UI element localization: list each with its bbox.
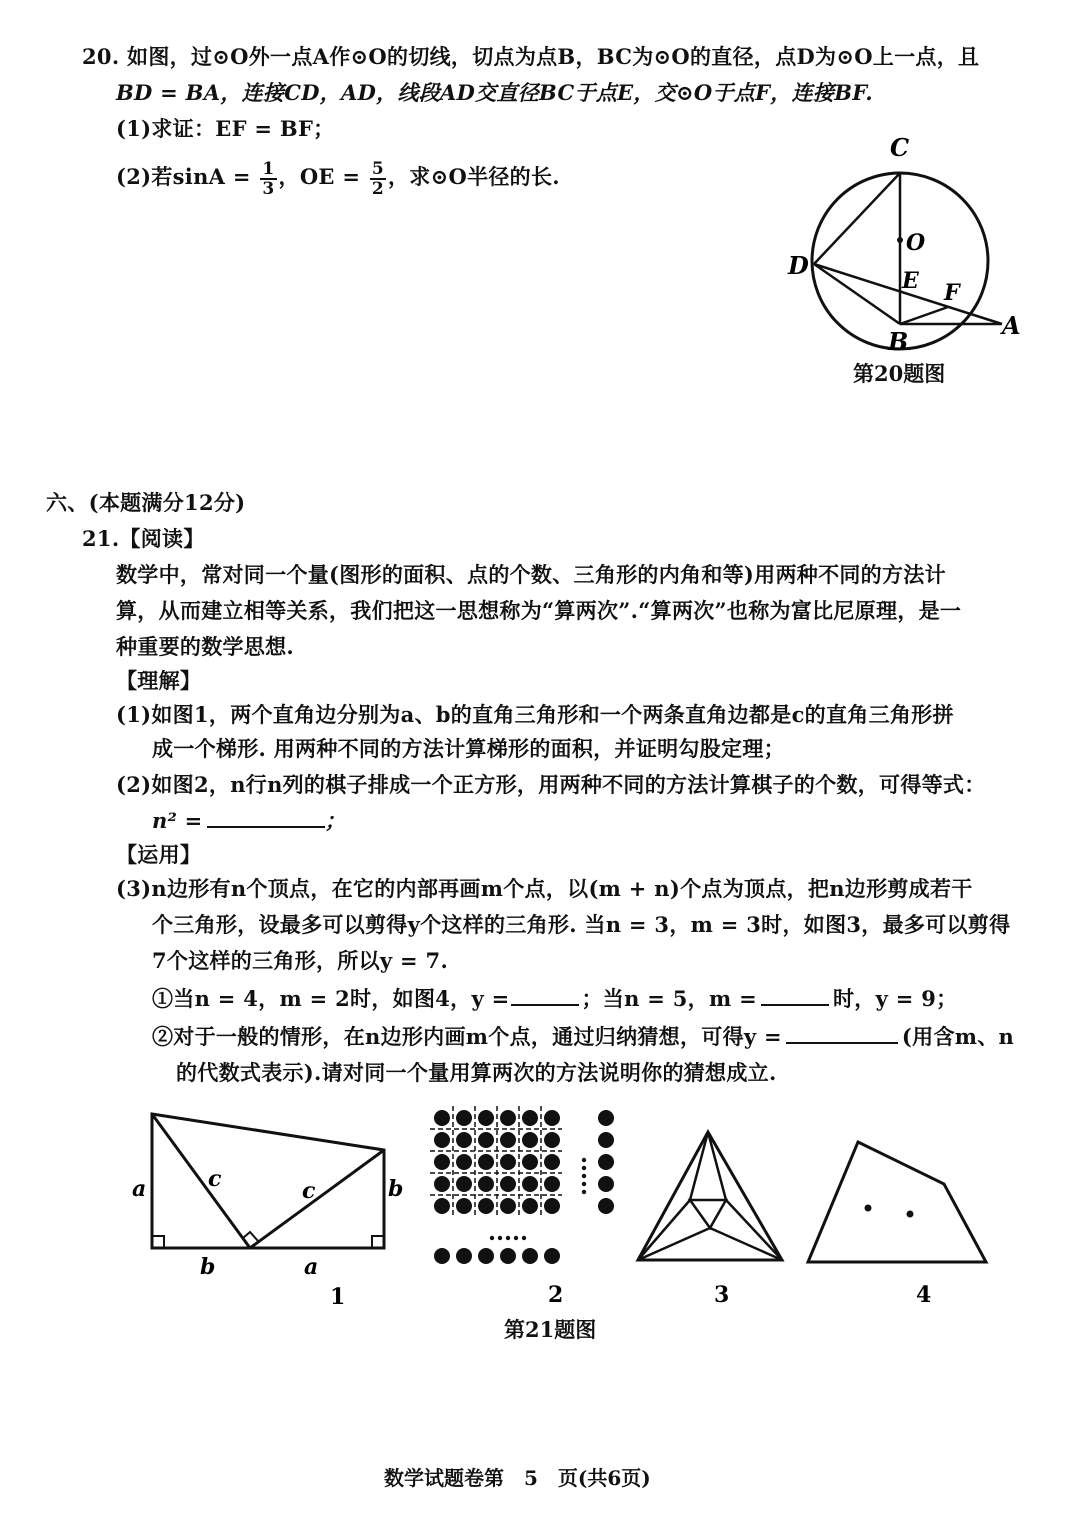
- q21-p2-line2: [152, 806, 346, 836]
- inner-point-2: [907, 1211, 914, 1218]
- q20-line2: BD = BA，连接CD，AD，线段AD交直径BC于点E，交⊙O于点F，连接BF.: [116, 80, 873, 105]
- ellipsis-dot: [582, 1182, 586, 1186]
- q21-p3-line1: (3)n边形有n个顶点，在它的内部再画m个点，以(m + n)个点为顶点，把n边形剪成若干: [116, 876, 973, 901]
- grid-dot: [456, 1176, 472, 1192]
- grid-dot: [544, 1154, 560, 1170]
- label-d: D: [788, 251, 809, 280]
- q21-read3: 种重要的数学思想.: [116, 634, 295, 659]
- fig1-label-c-right: c: [302, 1178, 316, 1204]
- q20-line1: 20. 如图，过⊙O外一点A作⊙O的切线，切点为点B，BC为⊙O的直径，点D为⊙O上一点，且: [82, 44, 980, 69]
- grid-dot: [478, 1198, 494, 1214]
- label-b: B: [888, 327, 909, 356]
- inner-triangle: [690, 1200, 726, 1228]
- blank-y-general[interactable]: [786, 1022, 898, 1044]
- q21-sub1-a: ①当n = 4，m = 2时，如图4，y =: [152, 986, 510, 1011]
- label-e: E: [902, 268, 919, 294]
- q20-part1: (1)求证：EF = BF；: [116, 116, 335, 141]
- grid-dot: [456, 1132, 472, 1148]
- q20-figure-caption: 第20题图: [853, 361, 946, 386]
- hyp-right: [250, 1150, 384, 1248]
- ellipsis-dot: [506, 1236, 510, 1240]
- q21-figure-caption: 第21题图: [504, 1317, 597, 1342]
- ellipsis-dot: [522, 1236, 526, 1240]
- grid-dot: [434, 1132, 450, 1148]
- q20-part2-b: ，OE =: [278, 164, 368, 189]
- trapezoid-outline: [152, 1114, 384, 1248]
- grid-dot: [478, 1248, 494, 1264]
- fig1-label-b-bottom: b: [200, 1254, 216, 1280]
- q21-p1-line1: (1)如图1，两个直角边分别为a、b的直角三角形和一个两条直角边都是c的直角三角形拼: [116, 702, 954, 727]
- q21-understand: 【理解】: [116, 668, 202, 693]
- right-angle-right: [372, 1236, 384, 1248]
- q21-read2: 算，从而建立相等关系，我们把这一思想称为“算两次”.“算两次”也称为富比尼原理，是一: [116, 598, 962, 623]
- grid-dot: [456, 1110, 472, 1126]
- grid-dot: [544, 1132, 560, 1148]
- grid-dot: [522, 1176, 538, 1192]
- grid-dot: [598, 1198, 614, 1214]
- grid-dot: [522, 1154, 538, 1170]
- label-o: O: [906, 230, 926, 256]
- fig2-number: 2: [548, 1282, 564, 1308]
- blank-y-n4[interactable]: [511, 984, 579, 1006]
- grid-dot: [598, 1110, 614, 1126]
- grid-dot: [434, 1176, 450, 1192]
- fig3-number: 3: [714, 1282, 730, 1308]
- q21-sub2-b: (用含m、n: [901, 1024, 1015, 1049]
- q21-p2-eq: n² =: [152, 808, 203, 833]
- grid-dot: [544, 1110, 560, 1126]
- blank-n-squared[interactable]: [207, 806, 325, 828]
- grid-dot: [544, 1176, 560, 1192]
- grid-dot: [478, 1132, 494, 1148]
- inner-point-1: [865, 1205, 872, 1212]
- segment-cd: [814, 173, 900, 264]
- grid-dot: [478, 1110, 494, 1126]
- grid-dot: [456, 1198, 472, 1214]
- q20-part2: [116, 156, 560, 198]
- point-o: [897, 237, 903, 243]
- ellipsis-dot: [582, 1174, 586, 1178]
- q21-figure1: [126, 1108, 416, 1308]
- quadrilateral: [808, 1142, 986, 1262]
- fig1-label-b-right: b: [388, 1176, 404, 1202]
- q21-sub2-line2: 的代数式表示).请对同一个量用算两次的方法说明你的猜想成立.: [176, 1060, 777, 1085]
- grid-dot: [500, 1110, 516, 1126]
- frac-num: 5: [371, 158, 384, 179]
- fig1-label-a-left: a: [132, 1176, 147, 1202]
- grid-dot: [500, 1198, 516, 1214]
- q20-fraction-sin: [260, 160, 276, 198]
- hyp-left: [152, 1114, 250, 1248]
- q21-p2-line1: (2)如图2，n行n列的棋子排成一个正方形，用两种不同的方法计算棋子的个数，可得等式：: [116, 772, 986, 797]
- fig4-number: 4: [916, 1282, 932, 1308]
- outer-triangle: [638, 1132, 782, 1260]
- right-angle-left: [152, 1236, 164, 1248]
- edge3: [638, 1200, 690, 1260]
- grid-dot: [598, 1154, 614, 1170]
- dot-grid: [430, 1106, 614, 1264]
- grid-dot: [500, 1154, 516, 1170]
- frac-num: 1: [262, 158, 275, 179]
- section6-heading: 六、(本题满分12分): [46, 490, 246, 515]
- q21-figure4: [798, 1130, 998, 1310]
- q21-p3-line3: 7个这样的三角形，所以y = 7.: [152, 948, 449, 973]
- q21-p1-line2: 成一个梯形. 用两种不同的方法计算梯形的面积，并证明勾股定理；: [152, 736, 785, 761]
- q20-part2-c: ，求⊙O半径的长.: [387, 164, 560, 189]
- fig1-label-a-bottom: a: [304, 1254, 319, 1280]
- grid-dot: [522, 1198, 538, 1214]
- grid-dot: [598, 1132, 614, 1148]
- grid-dot: [544, 1198, 560, 1214]
- q21-read1: 数学中，常对同一个量(图形的面积、点的个数、三角形的内角和等)用两种不同的方法计: [116, 562, 946, 587]
- q21-figure3: [630, 1124, 790, 1310]
- grid-dot: [500, 1176, 516, 1192]
- q21-sub2: [152, 1022, 1014, 1052]
- q21-sub1: [152, 984, 957, 1014]
- q21-p2-end: ；: [324, 808, 346, 833]
- grid-dot: [434, 1248, 450, 1264]
- q21-number: 21.【阅读】: [82, 526, 205, 551]
- grid-dot: [522, 1110, 538, 1126]
- grid-dot: [522, 1248, 538, 1264]
- segment-db: [814, 264, 900, 324]
- blank-m-n5[interactable]: [761, 984, 829, 1006]
- q20-fraction-oe: [370, 160, 386, 198]
- grid-dot: [434, 1110, 450, 1126]
- ellipsis-dot: [582, 1158, 586, 1162]
- q20-part2-a: (2)若sinA =: [116, 164, 259, 189]
- grid-dot: [434, 1198, 450, 1214]
- ellipsis-dot: [490, 1236, 494, 1240]
- ellipsis-dot: [498, 1236, 502, 1240]
- q21-p3-line2: 个三角形，设最多可以剪得y个这样的三角形. 当n = 3，m = 3时，如图3，最多可以剪得: [152, 912, 1011, 937]
- grid-dot: [456, 1154, 472, 1170]
- grid-dot: [478, 1176, 494, 1192]
- edge1: [690, 1132, 708, 1200]
- grid-dot: [434, 1154, 450, 1170]
- q21-figure2: [426, 1100, 626, 1310]
- label-f: F: [944, 280, 960, 306]
- fig1-number: 1: [330, 1284, 346, 1308]
- ellipsis-dot: [582, 1190, 586, 1194]
- grid-dot: [500, 1132, 516, 1148]
- edge2: [708, 1132, 726, 1200]
- label-c: C: [890, 133, 910, 162]
- edge4: [638, 1228, 710, 1260]
- segment-bf: [900, 307, 948, 324]
- label-a: A: [1002, 311, 1021, 340]
- ellipsis-dot: [582, 1166, 586, 1170]
- grid-dot: [598, 1176, 614, 1192]
- frac-den: 3: [262, 178, 275, 199]
- q21-sub2-a: ②对于一般的情形，在n边形内画m个点，通过归纳猜想，可得y =: [152, 1024, 782, 1049]
- q21-sub1-b: ；当n = 5，m =: [581, 986, 757, 1011]
- grid-dot: [522, 1132, 538, 1148]
- grid-dot: [544, 1248, 560, 1264]
- ellipsis-dot: [514, 1236, 518, 1240]
- grid-dot: [456, 1248, 472, 1264]
- fig1-label-c-left: c: [208, 1166, 222, 1192]
- grid-dot: [478, 1154, 494, 1170]
- page-footer: 数学试题卷第 5 页(共6页): [384, 1466, 651, 1490]
- frac-den: 2: [371, 178, 384, 199]
- q21-apply: 【运用】: [116, 842, 202, 867]
- q21-sub1-c: 时，y = 9；: [833, 986, 958, 1011]
- grid-dot: [500, 1248, 516, 1264]
